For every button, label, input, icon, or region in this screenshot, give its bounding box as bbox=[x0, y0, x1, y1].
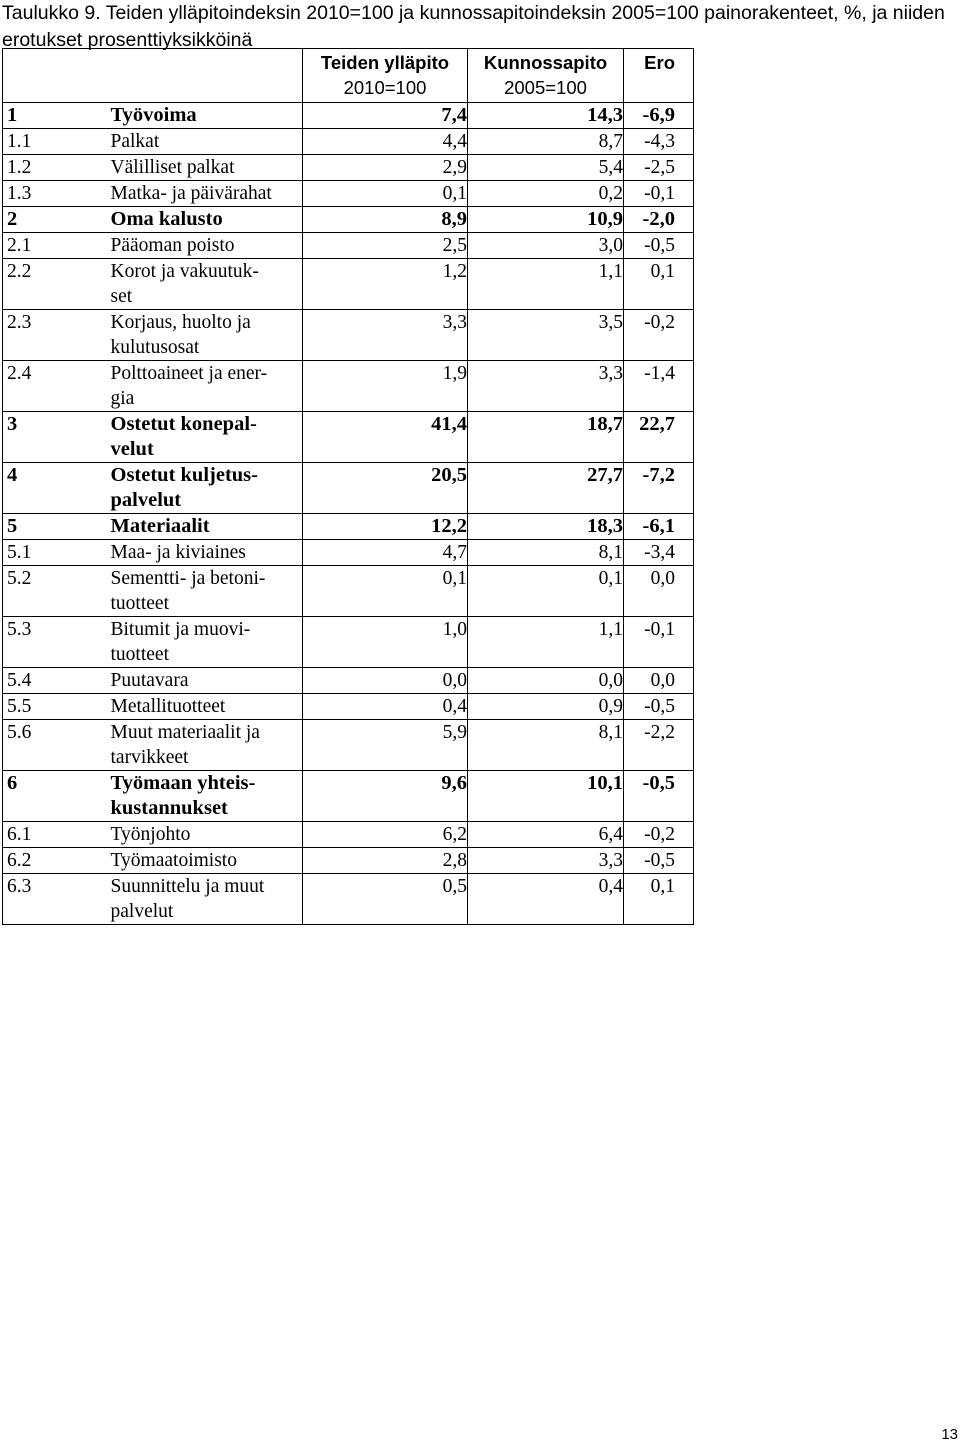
row-name: Työvoima bbox=[107, 103, 303, 129]
table-body bbox=[3, 103, 694, 925]
header-kunnossapito-base: 2005=100 bbox=[504, 77, 587, 98]
row-kunnossapito-value: 8,1 bbox=[468, 720, 624, 771]
row-yllapito-value: 0,1 bbox=[303, 566, 468, 617]
row-name: Maa- ja kiviaines bbox=[107, 540, 303, 566]
row-code: 1.1 bbox=[3, 129, 107, 155]
table-row bbox=[3, 207, 694, 233]
row-name: Bitumit ja muovi- tuotteet bbox=[107, 617, 303, 668]
row-name: Korjaus, huolto ja kulutusosat bbox=[107, 310, 303, 361]
table-row bbox=[3, 566, 694, 617]
row-ero-value: -1,4 bbox=[624, 361, 694, 412]
row-ero-value: -0,5 bbox=[624, 848, 694, 874]
row-code: 1.3 bbox=[3, 181, 107, 207]
row-code: 2 bbox=[3, 207, 107, 233]
row-kunnossapito-value: 3,5 bbox=[468, 310, 624, 361]
row-ero-value: 0,1 bbox=[624, 874, 694, 925]
table-row bbox=[3, 694, 694, 720]
table-row bbox=[3, 668, 694, 694]
table-row bbox=[3, 848, 694, 874]
row-code: 2.3 bbox=[3, 310, 107, 361]
weight-structure-table bbox=[2, 48, 694, 925]
header-yllapito-base: 2010=100 bbox=[343, 77, 427, 98]
row-ero-value: -2,5 bbox=[624, 155, 694, 181]
table-row bbox=[3, 233, 694, 259]
table-row bbox=[3, 310, 694, 361]
table-row bbox=[3, 540, 694, 566]
table-row bbox=[3, 259, 694, 310]
row-name: Metallituotteet bbox=[107, 694, 303, 720]
row-code: 3 bbox=[3, 412, 107, 463]
row-yllapito-value: 5,9 bbox=[303, 720, 468, 771]
table-row bbox=[3, 103, 694, 129]
row-kunnossapito-value: 18,7 bbox=[468, 412, 624, 463]
table-row bbox=[3, 514, 694, 540]
table-row bbox=[3, 412, 694, 463]
header-yllapito bbox=[303, 49, 468, 103]
row-yllapito-value: 1,0 bbox=[303, 617, 468, 668]
row-kunnossapito-value: 3,3 bbox=[468, 848, 624, 874]
row-ero-value: -2,2 bbox=[624, 720, 694, 771]
row-ero-value: -6,9 bbox=[624, 103, 694, 129]
row-ero-value: -0,1 bbox=[624, 617, 694, 668]
row-kunnossapito-value: 18,3 bbox=[468, 514, 624, 540]
row-yllapito-value: 0,5 bbox=[303, 874, 468, 925]
row-kunnossapito-value: 3,0 bbox=[468, 233, 624, 259]
header-kunnossapito-label: Kunnossapito bbox=[483, 52, 608, 73]
row-code: 6.2 bbox=[3, 848, 107, 874]
row-name: Välilliset palkat bbox=[107, 155, 303, 181]
table-row bbox=[3, 822, 694, 848]
row-code: 1.2 bbox=[3, 155, 107, 181]
row-code: 4 bbox=[3, 463, 107, 514]
row-ero-value: -2,0 bbox=[624, 207, 694, 233]
table-header-row bbox=[3, 49, 694, 103]
row-code: 5 bbox=[3, 514, 107, 540]
header-kunnossapito bbox=[468, 49, 624, 103]
row-yllapito-value: 41,4 bbox=[303, 412, 468, 463]
row-yllapito-value: 20,5 bbox=[303, 463, 468, 514]
table-row bbox=[3, 463, 694, 514]
row-name: Ostetut konepal- velut bbox=[107, 412, 303, 463]
row-code: 5.3 bbox=[3, 617, 107, 668]
table-row bbox=[3, 155, 694, 181]
row-yllapito-value: 2,8 bbox=[303, 848, 468, 874]
row-kunnossapito-value: 14,3 bbox=[468, 103, 624, 129]
row-name: Suunnittelu ja muut palvelut bbox=[107, 874, 303, 925]
row-ero-value: -0,1 bbox=[624, 181, 694, 207]
row-name: Matka- ja päivärahat bbox=[107, 181, 303, 207]
row-yllapito-value: 1,9 bbox=[303, 361, 468, 412]
table-row bbox=[3, 874, 694, 925]
row-ero-value: -3,4 bbox=[624, 540, 694, 566]
row-kunnossapito-value: 8,1 bbox=[468, 540, 624, 566]
row-ero-value: -7,2 bbox=[624, 463, 694, 514]
row-yllapito-value: 9,6 bbox=[303, 771, 468, 822]
header-yllapito-label: Teiden ylläpito bbox=[320, 52, 450, 73]
row-code: 6.1 bbox=[3, 822, 107, 848]
row-kunnossapito-value: 27,7 bbox=[468, 463, 624, 514]
row-ero-value: 0,0 bbox=[624, 668, 694, 694]
row-yllapito-value: 8,9 bbox=[303, 207, 468, 233]
row-code: 6.3 bbox=[3, 874, 107, 925]
row-yllapito-value: 4,7 bbox=[303, 540, 468, 566]
row-ero-value: -0,2 bbox=[624, 822, 694, 848]
row-name: Polttoaineet ja ener- gia bbox=[107, 361, 303, 412]
row-code: 6 bbox=[3, 771, 107, 822]
row-kunnossapito-value: 0,9 bbox=[468, 694, 624, 720]
row-name: Puutavara bbox=[107, 668, 303, 694]
row-yllapito-value: 0,4 bbox=[303, 694, 468, 720]
table-row bbox=[3, 129, 694, 155]
row-yllapito-value: 7,4 bbox=[303, 103, 468, 129]
row-name: Työmaan yhteis- kustannukset bbox=[107, 771, 303, 822]
row-yllapito-value: 6,2 bbox=[303, 822, 468, 848]
row-kunnossapito-value: 3,3 bbox=[468, 361, 624, 412]
row-name: Työnjohto bbox=[107, 822, 303, 848]
row-code: 2.4 bbox=[3, 361, 107, 412]
row-name: Ostetut kuljetus- palvelut bbox=[107, 463, 303, 514]
row-name: Sementti- ja betoni- tuotteet bbox=[107, 566, 303, 617]
row-code: 5.5 bbox=[3, 694, 107, 720]
row-yllapito-value: 12,2 bbox=[303, 514, 468, 540]
row-ero-value: 0,1 bbox=[624, 259, 694, 310]
table-row bbox=[3, 771, 694, 822]
row-ero-value: -0,2 bbox=[624, 310, 694, 361]
row-ero-value: -4,3 bbox=[624, 129, 694, 155]
row-code: 1 bbox=[3, 103, 107, 129]
table-row bbox=[3, 617, 694, 668]
row-yllapito-value: 2,9 bbox=[303, 155, 468, 181]
row-name: Työmaatoimisto bbox=[107, 848, 303, 874]
row-name: Muut materiaalit ja tarvikkeet bbox=[107, 720, 303, 771]
row-kunnossapito-value: 1,1 bbox=[468, 617, 624, 668]
row-yllapito-value: 0,1 bbox=[303, 181, 468, 207]
row-code: 5.4 bbox=[3, 668, 107, 694]
row-code: 5.1 bbox=[3, 540, 107, 566]
table-row bbox=[3, 181, 694, 207]
row-name: Palkat bbox=[107, 129, 303, 155]
row-ero-value: -0,5 bbox=[624, 771, 694, 822]
row-kunnossapito-value: 0,1 bbox=[468, 566, 624, 617]
row-name: Oma kalusto bbox=[107, 207, 303, 233]
row-kunnossapito-value: 10,9 bbox=[468, 207, 624, 233]
row-ero-value: -0,5 bbox=[624, 694, 694, 720]
table-row bbox=[3, 361, 694, 412]
row-kunnossapito-value: 1,1 bbox=[468, 259, 624, 310]
row-kunnossapito-value: 6,4 bbox=[468, 822, 624, 848]
row-yllapito-value: 2,5 bbox=[303, 233, 468, 259]
table-row bbox=[3, 720, 694, 771]
row-kunnossapito-value: 0,0 bbox=[468, 668, 624, 694]
page-number: 13 bbox=[941, 1426, 958, 1443]
row-kunnossapito-value: 0,2 bbox=[468, 181, 624, 207]
header-empty-name bbox=[107, 49, 303, 103]
row-name: Korot ja vakuutuk- set bbox=[107, 259, 303, 310]
row-kunnossapito-value: 8,7 bbox=[468, 129, 624, 155]
row-yllapito-value: 0,0 bbox=[303, 668, 468, 694]
row-kunnossapito-value: 5,4 bbox=[468, 155, 624, 181]
row-ero-value: -0,5 bbox=[624, 233, 694, 259]
row-ero-value: -6,1 bbox=[624, 514, 694, 540]
header-ero: Ero bbox=[624, 49, 694, 103]
row-kunnossapito-value: 0,4 bbox=[468, 874, 624, 925]
row-code: 2.2 bbox=[3, 259, 107, 310]
row-code: 2.1 bbox=[3, 233, 107, 259]
row-name: Pääoman poisto bbox=[107, 233, 303, 259]
header-empty-code bbox=[3, 49, 107, 103]
row-yllapito-value: 3,3 bbox=[303, 310, 468, 361]
row-code: 5.6 bbox=[3, 720, 107, 771]
row-code: 5.2 bbox=[3, 566, 107, 617]
row-yllapito-value: 4,4 bbox=[303, 129, 468, 155]
row-name: Materiaalit bbox=[107, 514, 303, 540]
row-ero-value: 22,7 bbox=[624, 412, 694, 463]
row-yllapito-value: 1,2 bbox=[303, 259, 468, 310]
row-ero-value: 0,0 bbox=[624, 566, 694, 617]
row-kunnossapito-value: 10,1 bbox=[468, 771, 624, 822]
table-caption: Taulukko 9. Teiden ylläpitoindeksin 2010=100 ja kunnossapitoindeksin 2005=100 painorakenteet, %, ja niiden erotukset prosenttiyksikköinä bbox=[2, 2, 945, 51]
